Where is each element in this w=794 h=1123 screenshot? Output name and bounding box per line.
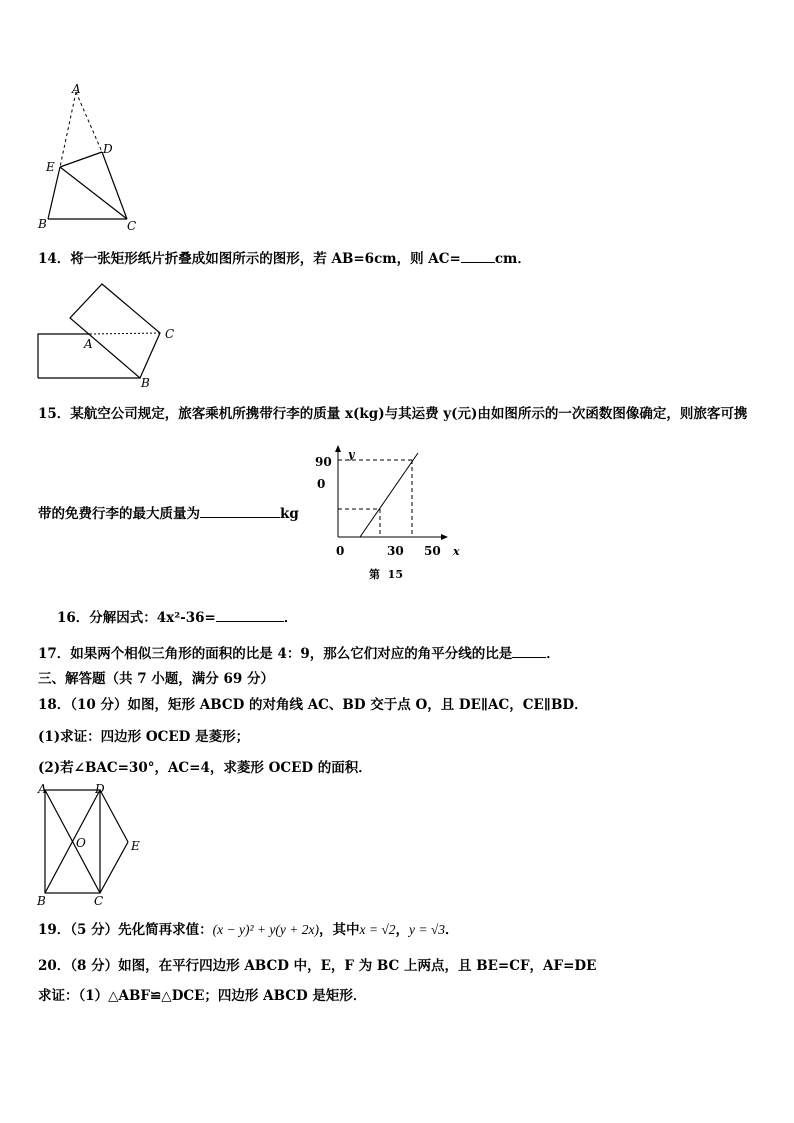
x-tick-50: 50 [424, 544, 441, 558]
origin-label: 0 [336, 544, 345, 558]
q19-x-value: x = √2 [359, 922, 396, 937]
x-axis-label: x [453, 545, 460, 558]
y-axis-label: y [348, 448, 355, 461]
label-B: B [37, 894, 46, 908]
question-15-line1: 15．某航空公司规定，旅客乘机所携带行李的质量 x(kg)与其运费 y(元)由如图所示的一次函数图像确定，则旅客可携 [38, 406, 748, 422]
label-A: A [72, 82, 81, 96]
figure-q18-rhombus [30, 780, 160, 910]
q19-y-value: y = √3 [408, 922, 445, 937]
figure-q15-graph [305, 440, 475, 590]
question-20: 20．（8 分）如图，在平行四边形 ABCD 中，E，F 为 BC 上两点，且 BE=CF，AF=DE [38, 958, 597, 974]
q15-unit: kg [280, 506, 299, 522]
figure-q14-folded-rectangle [30, 278, 190, 393]
question-18-part2: (2)若∠BAC=30°，AC=4，求菱形 OCED 的面积． [38, 760, 372, 776]
label-D: D [95, 782, 105, 796]
q16-text: 16．分解因式：4x²-36= [57, 610, 216, 626]
label-A: A [38, 782, 47, 796]
label-E: E [46, 160, 55, 174]
label-D: D [103, 142, 113, 156]
section-3-heading: 三、解答题（共 7 小题，满分 69 分） [38, 671, 274, 687]
question-18: 18．（10 分）如图，矩形 ABCD 的对角线 AC、BD 交于点 O，且 DE∥AC，CE∥BD． [38, 697, 588, 713]
label-C: C [94, 894, 104, 908]
q19-end: ． [445, 922, 459, 938]
q14-answer-blank [461, 250, 495, 263]
y-tick-90: 90 [315, 455, 332, 469]
question-19 [38, 921, 459, 939]
q15-text: 带的免费行李的最大质量为 [38, 506, 200, 522]
question-17 [38, 645, 560, 663]
q19-expression: (x − y)² + y(y + 2x) [212, 922, 319, 937]
label-B: B [141, 376, 150, 390]
question-16 [57, 609, 297, 627]
graph-caption: 第 15 [369, 568, 403, 581]
q17-answer-blank [512, 645, 546, 658]
q19-sep: ， [395, 922, 409, 938]
question-20-part1: 求证：（1）△ABF≌△DCE；四边形 ABCD 是矩形． [38, 988, 367, 1004]
question-14 [38, 250, 531, 268]
q14-text: 14．将一张矩形纸片折叠成如图所示的图形，若 AB=6cm，则 AC= [38, 251, 461, 267]
figure-q13-triangle [30, 80, 150, 240]
label-C: C [127, 219, 137, 233]
q15-answer-blank [200, 505, 280, 518]
question-18-part1: (1)求证：四边形 OCED 是菱形； [38, 729, 250, 745]
q16-end: ． [283, 610, 298, 626]
label-E: E [131, 839, 140, 853]
label-A: A [84, 337, 93, 351]
q17-text: 17．如果两个相似三角形的面积的比是 4：9，那么它们对应的角平分线的比是 [38, 646, 513, 662]
q19-middle: ，其中 [318, 922, 360, 938]
x-tick-30: 30 [387, 544, 404, 558]
q14-unit: cm． [494, 251, 531, 267]
label-B: B [38, 217, 47, 231]
label-O: O [76, 836, 86, 850]
y-tick-0: 0 [317, 477, 326, 491]
q17-end: ． [546, 646, 560, 662]
q19-prefix: 19．（5 分）先化简再求值： [38, 922, 213, 938]
label-C: C [165, 327, 175, 341]
question-15-line2 [38, 505, 299, 523]
q16-answer-blank [216, 609, 284, 622]
